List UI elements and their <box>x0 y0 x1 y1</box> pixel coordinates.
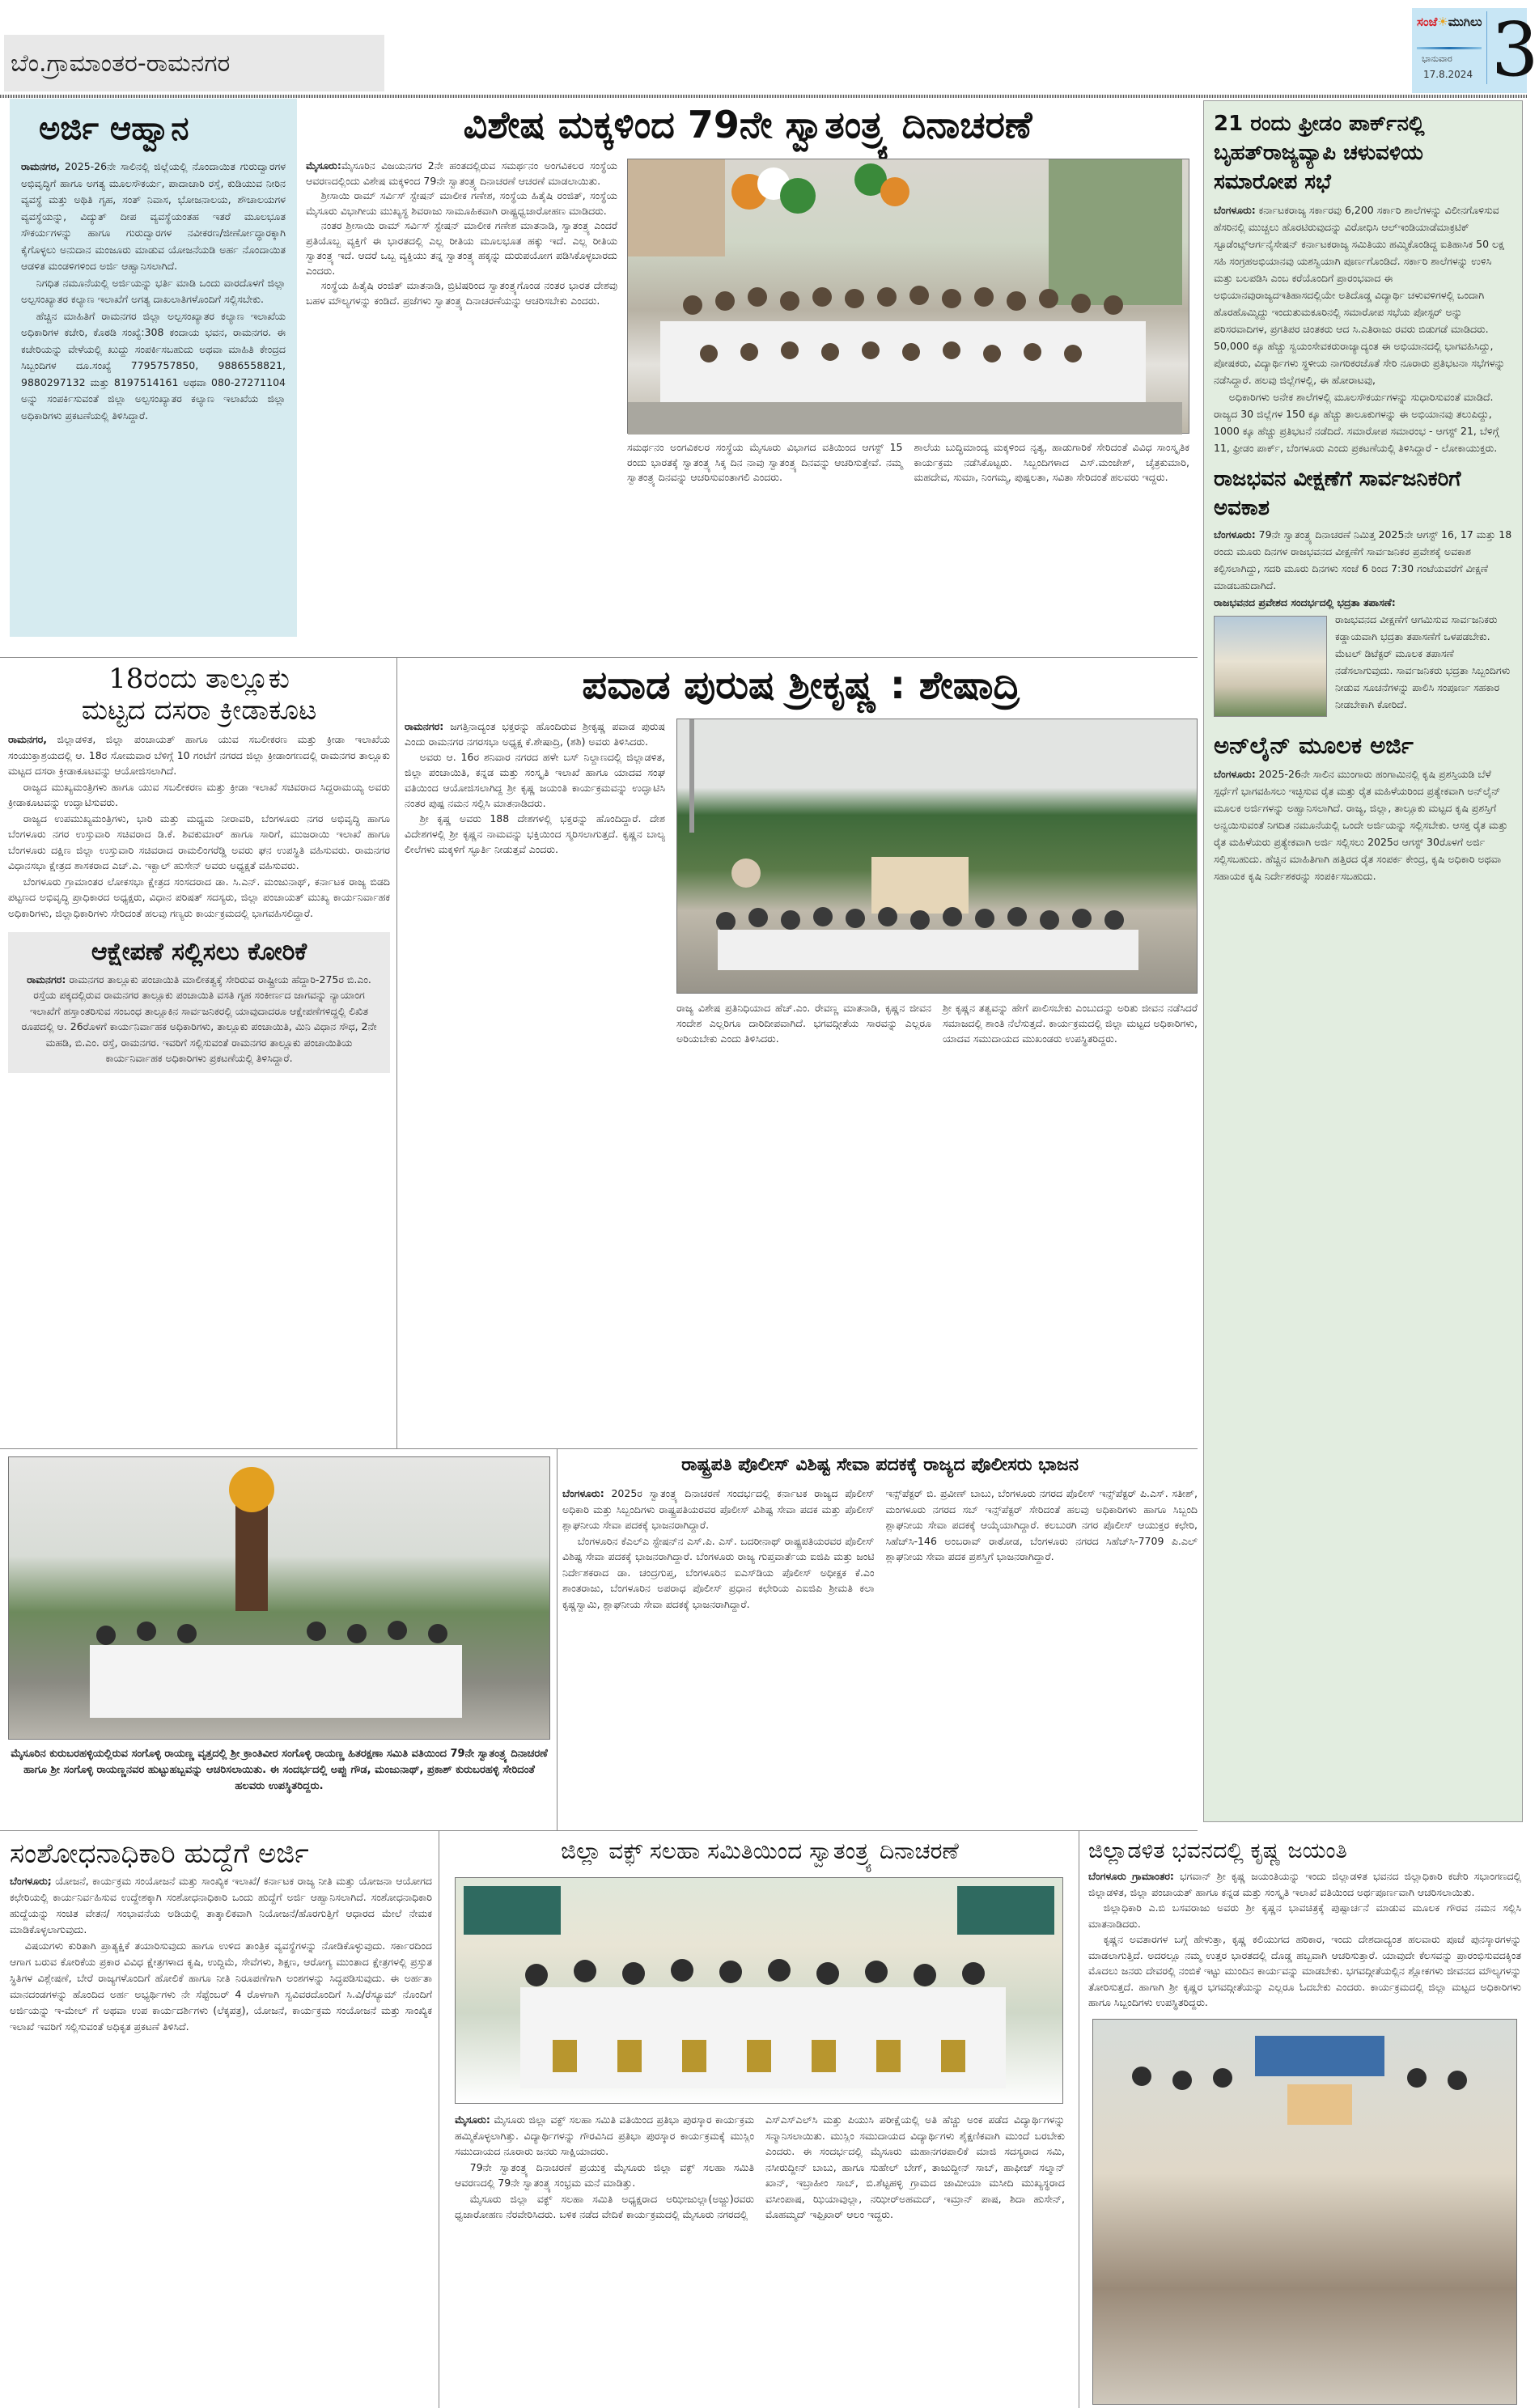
dateline: ಬೆಂಗಳೂರು: <box>562 1487 604 1499</box>
paragraph: 79ನೇ ಸ್ವಾತಂತ್ರ್ಯ ದಿನಾಚರಣೆ ಪ್ರಯುಕ್ತ ಮೈಸೂರು ಜಿಲ್ಲಾ ವಕ್ಫ್ ಸಲಹಾ ಸಮಿತಿ ಆವರಣದಲ್ಲಿ 79ನೇ ಸ್ವಾತಂತ್ರ್ಯ ಸಂಭ್ರಮ ಮನೆ ಮಾಡಿತ್ತು. <box>455 2160 754 2189</box>
headline: ರಾಷ್ಟ್ರಪತಿ ಪೊಲೀಸ್ ವಿಶಿಷ್ಟ ಸೇವಾ ಪದಕಕ್ಕೆ ರಾಜ್ಯದ ಪೊಲೀಸರು ಭಾಜನ <box>681 1455 1079 1475</box>
article-body <box>1214 201 1512 456</box>
photo-independence-day-group <box>627 159 1189 434</box>
photo-caption: ಮೈಸೂರಿನ ಕುರುಬರಹಳ್ಳಿಯಲ್ಲಿರುವ ಸಂಗೊಳ್ಳಿ ರಾಯಣ್ಣ ವೃತ್ತದಲ್ಲಿ ಶ್ರೀ ಕ್ರಾಂತಿವೀರ ಸಂಗೊಳ್ಳಿ ರಾಯಣ್ಣ ಹಿತರಕ್ಷಣಾ ಸಮಿತಿ ವತಿಯಿಂದ 79ನೇ ಸ್ವಾತಂತ್ರ್ಯ ದಿನಾಚರಣೆ ಹಾಗೂ ಶ್ರೀ ಸಂಗೊಳ್ಳಿ ರಾಯಣ್ಣನವರ ಹುಟ್ಟುಹಬ್ಬವನ್ನು ಆಚರಿಸಲಾಯಿತು. ಈ ಸಂದರ್ಭದಲ್ಲಿ ಅಪ್ಪು ಗೌಡ, ಮಂಜುನಾಥ್, ಪ್ರಕಾಶ್ ಕುರುಬರಹಳ್ಳಿ ಸೇರಿದಂತೆ ಹಲವರು ಉಪಸ್ಥಿತರಿದ್ದರು. <box>11 1748 548 1792</box>
article-body-col1 <box>562 1486 875 1612</box>
article-body <box>21 159 286 424</box>
paragraph: ಎಸ್‌ಎಸ್‌ಎಲ್‌ಸಿ ಮತ್ತು ಪಿಯುಸಿ ಪರೀಕ್ಷೆಯಲ್ಲಿ ಅತಿ ಹೆಚ್ಚು ಅಂಕ ಪಡೆದ ವಿದ್ಯಾರ್ಥಿಗಳನ್ನು ಸನ್ಮಾನಿಸಲಾಯಿತು. ಮುಸ್ಲಿಂ ಸಮುದಾಯದ ವಿದ್ಯಾರ್ಥಿಗಳು ಶೈಕ್ಷಣಿಕವಾಗಿ ಮುಂದೆ ಬರಬೇಕು ಎಂದರು. ಈ ಸಂದರ್ಭದಲ್ಲಿ ಮೈಸೂರು ಮಹಾನಗರಪಾಲಿಕೆ ಮಾಜಿ ಸದಸ್ಯರಾದ ಸಮಿ, ನಸೀರುದ್ದೀನ್ ಬಾಬು, ಹಾಗೂ ಸುಹೇಲ್ ಬೇಗ್, ತಾಜುದ್ದೀನ್ ಸಾಬ್, ಹಾಫೀಜ್ ಸಲ್ಮಾನ್ ಖಾನ್, ಇಬ್ರಾಹೀಂ ಸಾಬ್, ಬಿ.ಶೆಟ್ಟಹಳ್ಳಿ ಗ್ರಾಮದ ಜಾಮೀಯಾ ಮಸೀದಿ ಮುಖ್ಯಸ್ಥರಾದ ವಸೀಂಪಾಷ, ಝಿಯಾವುಲ್ಲಾ, ನಝೀರ್‌ಅಹಮದ್, ಇಮ್ರಾನ್ ಪಾಷ, ಶಿದಾ ಹುಸೇನ್, ಮೊಹಮ್ಮದ್ ಇಫ್ತಿಖಾರ್ ಆಲಂ ಇದ್ದರು. <box>765 2113 1065 2220</box>
photo-rayanna-circle <box>8 1456 550 1740</box>
headline: 21 ರಂದು ಫ್ರೀಡಂ ಪಾರ್ಕ್‌ನಲ್ಲಿ ಬೃಹತ್‌ರಾಜ್ಯವ್ಯಾಪಿ ಚಳುವಳಿಯ ಸಮಾರೋಪ ಸಭೆ <box>1214 112 1425 194</box>
dateline: ರಾಮನಗರ: <box>27 973 66 986</box>
photo-krishna-jayanthi-procession <box>676 719 1198 994</box>
paragraph: ನಿಗಧಿತ ನಮೂನೆಯಲ್ಲಿ ಅರ್ಜಿಯನ್ನು ಭರ್ತಿ ಮಾಡಿ ಒಂದು ವಾರದೊಳಗೆ ಜಿಲ್ಲಾ ಅಲ್ಪಸಂಖ್ಯಾತರ ಕಲ್ಯಾಣ ಇಲಾಖೆಗೆ ಅಗತ್ಯ ದಾಖಲಾತಿಗಳೊಂದಿಗೆ ಸಲ್ಲಿಸಬೇಕು. <box>21 276 286 305</box>
article-body-col2 <box>765 2112 1065 2223</box>
divider <box>0 1830 1198 1831</box>
headline: ವಿಶೇಷ ಮಕ್ಕಳಿಂದ 79ನೇ ಸ್ವಾತಂತ್ರ್ಯ ದಿನಾಚರಣೆ <box>463 103 1032 146</box>
dateline: ರಾಮನಗರ, <box>21 160 60 172</box>
paragraph: 2025-26ನೇ ಸಾಲಿನಲ್ಲಿ ಜಿಲ್ಲೆಯಲ್ಲಿ ನೊಂದಾಯಿತ ಗುರುದ್ವಾರಗಳ ಅಭಿವೃದ್ಧಿಗೆ ಹಾಗೂ ಅಗತ್ಯ ಮೂಲಸೌಕರ್ಯ, ಪಾದಾಚಾರಿ ರಸ್ತೆ, ಕುಡಿಯುವ ನೀರಿನ ವ್ಯವಸ್ಥೆ ಮತ್ತು ಅಥಿತಿ ಗೃಹ, ಸಂತ್ ನಿವಾಸ, ಭೋಜನಾಲಯ, ಶೌಚಾಲಯಗಳ ವ್ಯವಸ್ಥೆಯನ್ನು, ವಿದ್ಯುತ್ ದೀಪ ವ್ಯವಸ್ಥೆಯಂತಹ ಇತರೆ ಮೂಲಭೂತ ಸೌಕರ್ಯಗಳನ್ನು ಹಾಗೂ ಗುರುದ್ವಾರಗಳ ನವೀಕರಣ/ಜೀರ್ಣೋದ್ಧಾರಕ್ಕಾಗಿ ಕೈಗೊಳ್ಳಲು ಅನುದಾನ ಮಂಜೂರು ಮಾಡುವ ಯೋಜನೆಯಡಿ ಅರ್ಹ ನೊಂದಾಯಿತ ಆಡಳಿತ ಮಂಡಳಿಗಳಿಂದ ಅರ್ಜಿ ಆಹ್ವಾನಿಸಲಾಗಿದೆ. <box>21 160 286 272</box>
photo-krishna-hall <box>1092 2019 1517 2405</box>
paragraph: ನಂತರ ಶ್ರೀಸಾಯಿ ರಾಮ್ ಸರ್ವಿಸ್ ಸ್ಟೇಷನ್ ಮಾಲೀಕ ಗಣೇಶ ಮಾತನಾಡಿ, ಸ್ವಾತಂತ್ರ್ಯ ಎಂದರೆ ಪ್ರತಿಯೊಬ್ಬ ವ್ಯಕ್ತಿಗೆ ಈ ಭಾರತದಲ್ಲಿ ಎಲ್ಲ ರೀತಿಯ ಮೂಲಭೂತ ಹಕ್ಕು ಇದೆ. ಎಲ್ಲ ರೀತಿಯ ಸ್ವಾತಂತ್ರ್ಯ ಇದೆ. ಆದರೆ ಒಬ್ಬ ವ್ಯಕ್ತಿಯು ತನ್ನ ಸ್ವಾತಂತ್ರ್ಯ ಹಕ್ಕನ್ನು ದುರುಪಯೋಗ ಪಡಿಸಿಕೊಳ್ಳಬಾರದು ಎಂದರು. <box>306 219 617 277</box>
paragraph: ಇನ್ಸ್‌ಪೆಕ್ಟರ್ ಬಿ. ಪ್ರವೀಣ್ ಬಾಬು, ಬೆಂಗಳೂರು ನಗರದ ಪೊಲೀಸ್ ಇನ್ಸ್‌ಪೆಕ್ಟರ್ ಪಿ.ಎಸ್. ಸತೀಶ್, ಮಂಗಳೂರು ನಗರದ ಸಬ್ ಇನ್ಸ್‌ಪೆಕ್ಟರ್ ಸೇರಿದಂತೆ ಹಲವು ಅಧಿಕಾರಿಗಳು ಹಾಗೂ ಸಿಬ್ಬಂದಿ ಶ್ಲಾಘನೀಯ ಸೇವಾ ಪದಕಕ್ಕೆ ಆಯ್ಕೆಯಾಗಿದ್ದಾರೆ. ಕಲಬುರಗಿ ನಗರ ಪೊಲೀಸ್ ಆಯುಕ್ತರ ಕಛೇರಿ, ಸಿಹೆಚ್‌ಸಿ-146 ಅಂಬರಾವ್ ರಾಠೋಡ, ಬೆಂಗಳೂರು ನಗರದ ಸಿಹೆಚ್‌ಸಿ-7709 ಪಿ.ಎಲ್ ಶ್ಲಾಘನೀಯ ಸೇವಾ ಪದಕ ಪ್ರಶಸ್ತಿಗೆ ಭಾಜನರಾಗಿದ್ದಾರೆ. <box>885 1487 1198 1562</box>
paragraph: ಶ್ರೀ ಕೃಷ್ಣನ ತತ್ವವನ್ನು ಹೇಗೆ ಪಾಲಿಸಬೇಕು ಎಂಬುದನ್ನು ಅರಿತು ಜೀವನ ನಡೆಸಿದರೆ ಸಮಾಜದಲ್ಲಿ ಶಾಂತಿ ನೆಲೆಸುತ್ತದೆ. ಕಾರ್ಯಕ್ರಮದಲ್ಲಿ ಜಿಲ್ಲಾ ಮಟ್ಟದ ಅಧಿಕಾರಿಗಳು, ಯಾದವ ಸಮುದಾಯದ ಮುಖಂಡರು ಉಪಸ್ಥಿತರಿದ್ದರು. <box>943 1002 1198 1045</box>
dateline: ಬೆಂಗಳೂರು: <box>1214 204 1256 216</box>
brand-name-part2: ಮುಗಿಲು <box>1448 15 1482 29</box>
headline-line1: 18ರಂದು ತಾಲ್ಲೂಕು <box>108 663 290 695</box>
photo-illustration <box>1093 2020 1518 2141</box>
left-column-stack <box>8 663 390 1444</box>
page-number: 3 <box>1491 6 1539 93</box>
paragraph: ಶ್ರೀಸಾಯಿ ರಾಮ್ ಸರ್ವಿಸ್ ಸ್ಟೇಷನ್ ಮಾಲೀಕ ಗಣೇಶ, ಸಂಸ್ಥೆಯ ಹಿತೈಷಿ ರಂಜಿತ್, ಸಂಸ್ಥೆಯ ಮೈಸೂರು ವಿಭಾಗೀಯ ಮುಖ್ಯಸ್ಥ ಶಿವರಾಜು ಸಾಮೂಹಿಕವಾಗಿ ರಾಷ್ಟ್ರಧ್ವಜಾರೋಹಣ ಮಾಡಿದರು. <box>306 189 617 217</box>
paragraph: ಕೃಷ್ಣನ ಅವತಾರಗಳ ಬಗ್ಗೆ ಹೇಳುತ್ತಾ, ಕೃಷ್ಣ ಕಲಿಯುಗದ ಹರಿಕಾರ, ಇಂದು ದೇಶದಾದ್ಯಂತ ಹಲವಾರು ಪೂಜೆ ಪುನಸ್ಕಾರಗಳನ್ನು ಮಾಡಲಾಗುತ್ತಿದೆ. ಅದರಲ್ಲೂ ನಮ್ಮ ಉತ್ತರ ಭಾರತದಲ್ಲಿ ದೊಡ್ಡ ಹಬ್ಬವಾಗಿ ಆಚರಿಸುತ್ತಾರೆ. ಯಾವುದೇ ಕೆಲಸವನ್ನು ಪ್ರಾರಂಭಿಸುವದಕ್ಕಿಂತ ಮೊದಲು ಜನರು ದೇವರಲ್ಲಿ ನಂಬಿಕೆ ಇಟ್ಟು ಮುಂದಿನ ಕಾರ್ಯವನ್ನು ಮಾಡಬೇಕು. ಭಗವದ್ಗೀತೆಯಲ್ಲಿನ ಶ್ಲೋಕಗಳು ಜೀವನದ ಮೌಲ್ಯಗಳನ್ನು ತೋರಿಸುತ್ತದೆ. ಹಾಗಾಗಿ ಶ್ರೀ ಕೃಷ್ಣರ ಭಗವದ್ಗೀತೆಯನ್ನು ಎಲ್ಲರೂ ಓದಬೇಕು ಎಂದರು. ಕಾರ್ಯಕ್ರಮದಲ್ಲಿ ಜಿಲ್ಲಾ ಮಟ್ಟದ ಅಧಿಕಾರಿಗಳು ಹಾಗೂ ಸಿಬ್ಬಂದಿಗಳು ಉಪಸ್ಥಿತರಿದ್ದರು. <box>1088 1933 1521 2009</box>
article-krishna-jayanthi <box>1088 1838 1521 2405</box>
divider <box>0 1448 1198 1449</box>
headline-online-arji: ಅನ್‌ಲೈನ್ ಮೂಲಕ ಅರ್ಜಿ <box>1214 731 1414 759</box>
headline: ಪವಾಡ ಪುರುಷ ಶ್ರೀಕೃಷ್ಣ : ಶೇಷಾದ್ರಿ <box>582 663 1020 708</box>
paragraph: ಜಿಲ್ಲಾಡಳಿತ, ಜಿಲ್ಲಾ ಪಂಚಾಯತ್ ಹಾಗೂ ಯುವ ಸಬಲೀಕರಣ ಮತ್ತು ಕ್ರೀಡಾ ಇಲಾಖೆಯ ಸಂಯುಕ್ತಾಶ್ರಯದಲ್ಲಿ ಆ. 18ರ ಸೋಮವಾರ ಬೆಳಿಗ್ಗೆ 10 ಗಂಟೆಗೆ ನಗರದ ಜಿಲ್ಲಾ ಕ್ರೀಡಾಂಗಣದಲ್ಲಿ ರಾಮನಗರ ತಾಲ್ಲೂಕು ಮಟ್ಟದ ದಸರಾ ಕ್ರೀಡಾಕೂಟವನ್ನು ಆಯೋಜಿಸಲಾಗಿದೆ. <box>8 733 390 778</box>
headline: ಜಿಲ್ಲಾ ವಕ್ಫ್ ಸಲಹಾ ಸಮಿತಿಯಿಂದ ಸ್ವಾತಂತ್ರ್ಯ ದಿನಾಚರಣೆ <box>561 1838 959 1864</box>
article-body-col2 <box>676 1000 931 1046</box>
paragraph: ಮೈಸೂರು ಜಿಲ್ಲಾ ವಕ್ಫ್ ಸಲಹಾ ಸಮಿತಿ ವತಿಯಿಂದ ಪ್ರತಿಭಾ ಪುರಸ್ಕಾರ ಕಾರ್ಯಕ್ರಮ ಹಮ್ಮಿಕೊಳ್ಳಲಾಗಿತ್ತು. ವಿದ್ಯಾರ್ಥಿಗಳನ್ನು ಗೌರವಿಸಿದ ಪ್ರತಿಭಾ ಪುರಸ್ಕಾರ ಕಾರ್ಯಕ್ರಮಕ್ಕೆ ಮುಸ್ಲಿಂ ಸಮುದಾಯದ ನೂರಾರು ಜನರು ಸಾಕ್ಷಿಯಾದರು. <box>455 2113 754 2157</box>
paragraph: ಸಂಸ್ಥೆಯ ಹಿತೈಷಿ ರಂಜಿತ್ ಮಾತನಾಡಿ, ಬ್ರಿಟಿಷರಿಂದ ಸ್ವಾತಂತ್ರ್ಯಗೊಂಡ ನಂತರ ಭಾರತ ದೇಶವು ಬಹಳ ಮೌಲ್ಯಗಳನ್ನು ಕಂಡಿದೆ. ಪ್ರಜೆಗಳು ಸ್ವಾತಂತ್ರ್ಯ ದಿನಾಚರಣೆಯನ್ನು ಆಚರಿಸಬೇಕು ಎಂದರು. <box>306 279 617 307</box>
issue-date: 17.8.2024 <box>1423 69 1473 80</box>
paragraph: ರಾಮನಗರ ತಾಲ್ಲೂಕು ಪಂಚಾಯಿತಿ ಮಾಲೀಕತ್ವಕ್ಕೆ ಸೇರಿರುವ ರಾಷ್ಟ್ರೀಯ ಹೆದ್ದಾರಿ-275ರ ಬಿ.ಎಂ. ರಸ್ತೆಯ ಪಕ್ಕದಲ್ಲಿರುವ ರಾಮನಗರ ತಾಲ್ಲೂಕು ಪಂಚಾಯಿತಿ ವಸತಿ ಗೃಹ ಸಂಕೀರ್ಣದ ಜಾಗವನ್ನು ನ್ಯಾಯಾಂಗ ಇಲಾಖೆಗೆ ಹಸ್ತಾಂತರಿಸುವ ಸಂಬಂಧ ತಾಲ್ಲೂಕಿನ ಸಾರ್ವಜನಿಕರಲ್ಲಿ ಯಾವುದಾದರೂ ಆಕ್ಷೇಪಣೆಗಳಿದ್ದಲ್ಲಿ ಲಿಖಿತ ರೂಪದಲ್ಲಿ ಆ. 26ರೊಳಗೆ ಕಾರ್ಯನಿರ್ವಾಹಕ ಅಧಿಕಾರಿಗಳು, ತಾಲ್ಲೂಕು ಪಂಚಾಯಿತಿ, ಮಿನಿ ವಿಧಾನ ಸೌಧ, 2ನೇ ಮಹಡಿ, ಬಿ.ಎಂ. ರಸ್ತೆ, ರಾಮನಗರ. ಇವರಿಗೆ ಸಲ್ಲಿಸುವಂತೆ ರಾಮನಗರ ತಾಲ್ಲೂಕು ಪಂಚಾಯಿತಿಯ ಕಾರ್ಯನಿರ್ವಾಹಕ ಅಧಿಕಾರಿಗಳು ಪ್ರಕಟಣೆಯಲ್ಲಿ ತಿಳಿಸಿದ್ದಾರೆ. <box>21 973 377 1065</box>
paragraph: 2025ರ ಸ್ವಾತಂತ್ರ್ಯ ದಿನಾಚರಣೆ ಸಂದರ್ಭದಲ್ಲಿ ಕರ್ನಾಟಕ ರಾಜ್ಯದ ಪೊಲೀಸ್ ಅಧಿಕಾರಿ ಮತ್ತು ಸಿಬ್ಬಂದಿಗಳು ರಾಷ್ಟ್ರಪತಿಯರವರ ಪೊಲೀಸ್ ವಿಶಿಷ್ಟ ಸೇವಾ ಪದಕ ಮತ್ತು ಪೊಲೀಸ್ ಶ್ಲಾಘನೀಯ ಸೇವಾ ಪದಕಕ್ಕೆ ಭಾಜನರಾಗಿದ್ದಾರೆ. <box>562 1487 875 1531</box>
sun-icon: ☀ <box>1437 15 1448 29</box>
article-body-col3 <box>914 440 1190 485</box>
paragraph: ಜಗತ್ತಿನಾದ್ಯಂತ ಭಕ್ತರನ್ನು ಹೊಂದಿರುವ ಶ್ರೀಕೃಷ್ಣ ಪವಾಡ ಪುರುಷ ಎಂದು ರಾಮನಗರ ನಗರಸಭಾ ಅಧ್ಯಕ್ಷ ಕೆ.ಶೇಷಾದ್ರಿ, (ಶಶಿ) ಅವರು ತಿಳಿಸಿದರು. <box>405 720 665 748</box>
brand-divider <box>1486 11 1487 84</box>
headline-rajabhavana: ರಾಜಭವನ ವೀಕ್ಷಣೆಗೆ ಸಾರ್ವಜನಿಕರಿಗೆ ಅವಕಾಶ <box>1214 467 1461 520</box>
article-body-col2 <box>886 1486 1198 1565</box>
photo-illustration <box>456 1878 1064 2105</box>
headline: ಆಕ್ಷೇಪಣೆ ಸಲ್ಲಿಸಲು ಕೋರಿಕೆ <box>91 938 307 967</box>
divider <box>557 1448 558 1830</box>
photo-rajabhavana <box>1214 616 1327 717</box>
dateline: ಬೆಂಗಳೂರು: <box>1214 768 1256 780</box>
paragraph: ಜಿಲ್ಲಾಧಿಕಾರಿ ಎ.ಬಿ ಬಸವರಾಜು ಅವರು ಶ್ರೀ ಕೃಷ್ಣನ ಭಾವಚಿತ್ರಕ್ಕೆ ಪುಷ್ಪಾರ್ಚನೆ ಮಾಡುವ ಮೂಲಕ ಗೌರವ ನಮನ ಸಲ್ಲಿಸಿ ಮಾತನಾಡಿದರು. <box>1088 1901 1521 1930</box>
subheading: ರಾಜಭವನದ ಪ್ರವೇಶದ ಸಂದರ್ಭದಲ್ಲಿ ಭದ್ರತಾ ತಪಾಸಣೆ: <box>1214 596 1396 608</box>
paragraph: ಮೈಸೂರು ಜಿಲ್ಲಾ ವಕ್ಫ್ ಸಲಹಾ ಸಮಿತಿ ಅಧ್ಯಕ್ಷರಾದ ಅಝೀಜುಲ್ಲಾ(ಅಜ್ಜು)ರವರು ಧ್ವಜಾರೋಹಣ ನೆರವೇರಿಸಿದರು. ಬಳಿಕ ನಡೆದ ವೇದಿಕೆ ಕಾರ್ಯಕ್ರಮದಲ್ಲಿ ಮೈಸೂರು ನಗರದಲ್ಲಿ <box>455 2192 754 2220</box>
article-body-col2 <box>627 440 903 485</box>
paragraph: ರಾಜಭವನದ ವೀಕ್ಷಣೆಗೆ ಆಗಮಿಸುವ ಸಾರ್ವಜನಿಕರು ಕಡ್ಡಾಯವಾಗಿ ಭದ್ರತಾ ತಪಾಸಣೆಗೆ ಒಳಪಡಬೇಕು. ಮೆಟಲ್ ಡಿಟೆಕ್ಟರ್ ಮೂಲಕ ತಪಾಸಣೆ ನಡೆಸಲಾಗುವುದು. ಸಾರ್ವಜನಿಕರು ಭದ್ರತಾ ಸಿಬ್ಬಂದಿಗಳು ನೀಡುವ ಸೂಚನೆಗಳನ್ನು ಪಾಲಿಸಿ ಸಂಪೂರ್ಣ ಸಹಕಾರ ನೀಡಬೇಕಾಗಿ ಕೋರಿದೆ. <box>1335 613 1511 710</box>
paragraph: ರಾಜ್ಯದ ಉಪಮುಖ್ಯಮಂತ್ರಿಗಳು, ಭಾರಿ ಮತ್ತು ಮಧ್ಯಮ ನೀರಾವರಿ, ಬೆಂಗಳೂರು ನಗರ ಅಭಿವೃದ್ಧಿ ಹಾಗೂ ಬೆಂಗಳೂರು ನಗರ ಉಸ್ತುವಾರಿ ಸಚಿವರಾದ ಡಿ.ಕೆ. ಶಿವಕುಮಾರ್ ಹಾಗೂ ಸಾರಿಗೆ, ಮುಜರಾಯಿ ಇಲಾಖೆ ಹಾಗೂ ಬೆಂಗಳೂರು ದಕ್ಷಿಣ ಜಿಲ್ಲಾ ಉಸ್ತುವಾರಿ ಸಚಿವರಾದ ರಾಮಲಿಂಗರೆಡ್ಡಿ ಅವರು ಘನ ಉಪಸ್ಥಿತಿ ವಹಿಸುವರು. ರಾಮನಗರ ವಿಧಾನಸಭಾ ಕ್ಷೇತ್ರದ ಶಾಸಕರಾದ ಎಚ್.ಎ. ಇಕ್ಬಾಲ್ ಹುಸೇನ್ ಅವರು ಅಧ್ಯಕ್ಷತೆ ವಹಿಸುವರು. <box>8 812 390 872</box>
headline-line2: ಮಟ್ಟದ ದಸರಾ ಕ್ರೀಡಾಕೂಟ <box>81 694 317 727</box>
photo-illustration <box>677 719 1183 994</box>
article-body-col1 <box>405 719 665 857</box>
paragraph: ಸಮರ್ಥನಂ ಅಂಗವಿಕಲರ ಸಂಸ್ಥೆಯ ಮೈಸೂರು ವಿಭಾಗದ ವತಿಯಿಂದ ಆಗಸ್ಟ್ 15 ರಂದು ಭಾರತಕ್ಕೆ ಸ್ವಾತಂತ್ರ್ಯ ಸಿಕ್ಕ ದಿನ ನಾವು ಸ್ವಾತಂತ್ರ್ಯ ದಿನವನ್ನು ಆಚರಿಸುತ್ತೇವೆ. ನಮ್ಮ ಸ್ವಾತಂತ್ರ್ಯ ದಿನವನ್ನು ಆಚರಿಸುವಂತಾಗಲಿ ಎಂದರು. <box>627 441 903 483</box>
paragraph: ಭಗವಾನ್ ಶ್ರೀ ಕೃಷ್ಣ ಜಯಂತಿಯನ್ನು ಇಂದು ಜಿಲ್ಲಾಡಳಿತ ಭವನದ ಜಿಲ್ಲಾಧಿಕಾರಿ ಕಚೇರಿ ಸಭಾಂಗಣದಲ್ಲಿ ಜಿಲ್ಲಾಡಳಿತ, ಜಿಲ್ಲಾ ಪಂಚಾಯತ್ ಹಾಗೂ ಕನ್ನಡ ಮತ್ತು ಸಂಸ್ಕೃತಿ ಇಲಾಖೆ ವತಿಯಿಂದ ಅರ್ಥಪೂರ್ಣವಾಗಿ ಆಚರಿಸಲಾಯಿತು. <box>1088 1870 1521 1898</box>
article-vishesha-makkalinda <box>306 104 1189 654</box>
paragraph: ಅಧಿಕಾರಿಗಳು ಅನೇಕ ಶಾಲೆಗಳಲ್ಲಿ ಮೂಲಸೌಕರ್ಯಗಳನ್ನು ಸುಧಾರಿಸುವಂತೆ ಮಾಡಿದೆ. ರಾಜ್ಯದ 30 ಜಿಲ್ಲೆಗಳ 150 ಕ್ಕೂ ಹೆಚ್ಚು ತಾಲೂಕುಗಳನ್ನು ಈ ಅಭಿಯಾನವು ತಲುಪಿದ್ದು, 1000 ಕ್ಕೂ ಹೆಚ್ಚು ಪ್ರತಿಭಟನೆ ನಡೆದಿದೆ. ಸಮಾರೋಪ ಸಮಾರಂಭ - ಆಗಸ್ಟ್ 21, ಬೆಳಿಗ್ಗೆ 11, ಫ್ರೀಡಂ ಪಾರ್ಕ್, ಬೆಂಗಳೂರು ಎಂದು ಪ್ರಕಟಣೆಯಲ್ಲಿ ತಿಳಿಸಿದ್ದಾರೆ - ಲೋಕಾಯುಕ್ತರು. <box>1214 391 1499 454</box>
article-body-col3 <box>943 1000 1198 1046</box>
headline: ಜಿಲ್ಲಾಡಳಿತ ಭವನದಲ್ಲಿ ಕೃಷ್ಣ ಜಯಂತಿ <box>1088 1838 1347 1863</box>
photo-waqf-students <box>455 1877 1063 2104</box>
dateline: ಮೈಸೂರು: <box>306 159 341 172</box>
headline: ಸಂಶೋಧನಾಧಿಕಾರಿ ಹುದ್ದೆಗೆ ಅರ್ಜಿ <box>10 1838 309 1870</box>
paragraph: ಶ್ರೀ ಕೃಷ್ಣ ಅವರು 188 ದೇಶಗಳಲ್ಲಿ ಭಕ್ತರನ್ನು ಹೊಂದಿದ್ದಾರೆ. ದೇಶ ವಿದೇಶಗಳಲ್ಲಿ ಶ್ರೀ ಕೃಷ್ಣನ ನಾಮವನ್ನು ಭಕ್ತಿಯಿಂದ ಸ್ಮರಿಸಲಾಗುತ್ತದೆ. ಕೃಷ್ಣನ ಬಾಲ್ಯ ಲೀಲೆಗಳು ಮಕ್ಕಳಿಗೆ ಸ್ಫೂರ್ತಿ ನೀಡುತ್ತವೆ ಎಂದರು. <box>405 812 665 855</box>
dateline: ಬೆಂಗಳೂರು: <box>1214 528 1256 541</box>
divider <box>396 657 397 1448</box>
article-body <box>10 1873 432 2035</box>
article-photo-rayanna <box>8 1456 550 1825</box>
article-samshodhanadhikari <box>10 1838 432 2405</box>
paragraph: ಹೆಚ್ಚಿನ ಮಾಹಿತಿಗೆ ರಾಮನಗರ ಜಿಲ್ಲಾ ಅಲ್ಪಸಂಖ್ಯಾತರ ಕಲ್ಯಾಣ ಇಲಾಖೆಯ ಅಧಿಕಾರಿಗಳ ಕಚೇರಿ, ಕೊಠಡಿ ಸಂಖ್ಯೆ:308 ಕಂದಾಯ ಭವನ, ರಾಮನಗರ. ಈ ಕಚೇರಿಯನ್ನು ವೇಳೆಯಲ್ಲಿ ಖುದ್ದು ಸಂಪರ್ಕಿಸಬಹುದು ಅಥವಾ ಮಾಹಿತಿ ಕೇಂದ್ರದ ಸಿಬ್ಬಂದಿಗಳ ದೂ.ಸಂಖ್ಯೆ 7795757850, 9886558821, 9880297132 ಮತ್ತು 8197514161 ಅಥವಾ 080-27271104 ಅನ್ನು ಸಂಪರ್ಕಿಸುವಂತೆ ಜಿಲ್ಲಾ ಅಲ್ಪಸಂಖ್ಯಾತರ ಕಲ್ಯಾಣ ಇಲಾಖೆಯ ಜಿಲ್ಲಾ ಅಧಿಕಾರಿಗಳು ಪ್ರಕಟಣೆಯಲ್ಲಿ ತಿಳಿಸಿದ್ದಾರೆ. <box>21 309 286 422</box>
paragraph: ವಿಷಯಗಳು ಕುರಿತಾಗಿ ಪ್ರಾತ್ಯಕ್ಷಿಕೆ ತಯಾರಿಸುವುದು ಹಾಗೂ ಉಳಿದ ತಾಂತ್ರಿಕ ವ್ಯವಸ್ಥೆಗಳನ್ನು ನೋಡಿಕೊಳ್ಳುವುದು. ಸರ್ಕಾರದಿಂದ ಆಗಾಗ ಬರುವ ಕೋರಿಕೆಯ ಪ್ರಕಾರ ವಿವಿಧ ಕ್ಷೇತ್ರಗಳಾದ ಕೃಷಿ, ಉದ್ದಿಮೆ, ಸೇವೆಗಳು, ಶಿಕ್ಷಣ, ಆರೋಗ್ಯ ಮುಂತಾದ ಕ್ಷೇತ್ರಗಳಲ್ಲಿ ಪ್ರಸ್ತುತ ಸ್ಥಿತಿಗಳ ವಿಶ್ಲೇಷಣೆ, ಬೇರೆ ರಾಜ್ಯಗಳೊಂದಿಗೆ ಹೋಲಿಕೆ ಹಾಗೂ ನೀತಿ ನಿರೂಪಣೆಗಾಗಿ ಅಂಶಗಳನ್ನು ಸಿದ್ಧಪಡಿಸುವುದು. ಈ ಅರ್ಹತಾ ಮಾನದಂಡಗಳನ್ನು ಹೊಂದಿದ ಅರ್ಹ ಅಭ್ಯರ್ಥಿಗಳು ನೇ ಸೆಪ್ಟೆಂಬರ್ 4 ರೊಳಗಾಗಿ ಸ್ವವಿವರದೊಂದಿಗೆ ಸಿ.ವಿ/ರೆಸ್ಯೂಮ್ ನೊಂದಿಗೆ ಅರ್ಜಿಯನ್ನು ಇ-ಮೇಲ್ ಗೆ ಅಥವಾ ಉಪ ಕಾರ್ಯದರ್ಶಿಗಳು (ಲೆಕ್ಕಪತ್ರ), ಯೋಜನೆ, ಕಾರ್ಯಕ್ರಮ ಸಂಯೋಜನೆ ಮತ್ತು ಸಾಂಖ್ಯಿಕ ಇಲಾಖೆ ಇವರಿಗೆ ಸಲ್ಲಿಸುವಂತೆ ಅಧಿಕೃತ ಪ್ರಕಟಣೆ ತಿಳಿಸಿದೆ. <box>10 1940 432 2033</box>
issue-weekday: ಭಾನುವಾರ <box>1422 53 1452 64</box>
article-waqf <box>445 1838 1075 2405</box>
dateline: ಬೆಂಗಳೂರು ಗ್ರಾಮಾಂತರ: <box>1088 1870 1174 1883</box>
article-akshepane <box>8 932 390 1073</box>
dateline: ರಾಮನಗರ: <box>405 720 444 732</box>
paragraph: ರಾಜ್ಯದ ಮುಖ್ಯಮಂತ್ರಿಗಳು ಹಾಗೂ ಯುವ ಸಬಲೀಕರಣ ಮತ್ತು ಕ್ರೀಡಾ ಇಲಾಖೆ ಸಚಿವರಾದ ಸಿದ್ದರಾಮಯ್ಯ ಅವರು ಕ್ರೀಡಾಕೂಟವನ್ನು ಉದ್ಘಾಟಿಸುವರು. <box>8 780 390 809</box>
article-freedom-park <box>1203 100 1523 1822</box>
paragraph: ಬೆಂಗಳೂರು ಗ್ರಾಮಾಂತರ ಲೋಕಸಭಾ ಕ್ಷೇತ್ರದ ಸಂಸದರಾದ ಡಾ. ಸಿ.ಎನ್. ಮಂಜುನಾಥ್, ಕರ್ನಾಟಕ ರಾಜ್ಯ ಬಿಡದಿ ಪಟ್ಟಣದ ಅಭಿವೃದ್ಧಿ ಪ್ರಾಧಿಕಾರದ ಅಧ್ಯಕ್ಷರು, ವಿಧಾನ ಪರಿಷತ್ ಸದಸ್ಯರು, ಜಿಲ್ಲಾ ಪಂಚಾಯತ್ ಮುಖ್ಯ ಕಾರ್ಯನಿರ್ವಾಹಕ ಅಧಿಕಾರಿಗಳು, ಜಿಲ್ಲಾಧಿಕಾರಿಗಳು ಸೇರಿದಂತೆ ಹಲವು ಗಣ್ಯರು ಕಾರ್ಯಕ್ರಮದಲ್ಲಿ ಭಾಗವಹಿಸಲಿದ್ದಾರೆ. <box>8 875 390 919</box>
paragraph: ಬೆಂಗಳೂರಿನ ಕೆಎಲ್‌ಎ ಸ್ಟೇಷನ್‌ನ ಎಸ್.ಪಿ. ಎಸ್. ಬದರೀನಾಥ್ ರಾಷ್ಟ್ರಪತಿಯರವರ ಪೊಲೀಸ್ ವಿಶಿಷ್ಟ ಸೇವಾ ಪದಕಕ್ಕೆ ಭಾಜನರಾಗಿದ್ದಾರೆ. ಬೆಂಗಳೂರು ರಾಜ್ಯ ಗುಪ್ತವಾರ್ತೆಯ ಐಜಿಪಿ ಮತ್ತು ಜಂಟಿ ನಿರ್ದೇಶಕರಾದ ಡಾ. ಚಂದ್ರಗುಪ್ತ, ಬೆಂಗಳೂರಿನ ಐಎಸ್‌ಡಿಯ ಪೊಲೀಸ್ ಅಧೀಕ್ಷಕ ಕೆ.ಎಂ ಶಾಂತರಾಜು, ಬೆಂಗಳೂರಿನ ಅಪರಾಧ ಪೊಲೀಸ್ ಪ್ರಧಾನ ಕಛೇರಿಯ ಎಐಜಿಪಿ ಶ್ರೀಮತಿ ಕಲಾ ಕೃಷ್ಣಸ್ವಾಮಿ, ಶ್ಲಾಘನೀಯ ಸೇವಾ ಪದಕಕ್ಕೆ ಭಾಜನರಾಗಿದ್ದಾರೆ. <box>562 1534 875 1610</box>
article-arji-ahvana <box>10 99 297 637</box>
paragraph: ರಾಜ್ಯ ವಿಶೇಷ ಪ್ರತಿನಿಧಿಯಾದ ಹೆಚ್.ಎಂ. ರೇವಣ್ಣ ಮಾತನಾಡಿ, ಕೃಷ್ಣನ ಜೀವನ ಸಂದೇಶ ಎಲ್ಲರಿಗೂ ದಾರಿದೀಪವಾಗಿದೆ. ಭಗವದ್ಗೀತೆಯ ಸಾರವನ್ನು ಎಲ್ಲರೂ ಅರಿಯಬೇಕು ಎಂದು ತಿಳಿಸಿದರು. <box>676 1002 931 1045</box>
brand-name-part1: ಸಂಜೆ <box>1417 15 1438 29</box>
article-body <box>19 972 379 1066</box>
article-police-medal <box>562 1455 1198 1827</box>
section-title-text: ಬೆಂ.ಗ್ರಾಮಾಂತರ-ರಾಮನಗರ <box>11 49 231 78</box>
article-body <box>1088 1868 1521 2011</box>
paragraph: ಕರ್ನಾಟಕರಾಜ್ಯ ಸರ್ಕಾರವು 6,200 ಸರ್ಕಾರಿ ಶಾಲೆಗಳನ್ನು ವಿಲೀನಗೊಳಿಸುವ ಹೆಸರಿನಲ್ಲಿ ಮುಚ್ಚಲು ಹೊರಟಿರುವುದನ್ನು ವಿರೋಧಿಸಿ ಆಲ್‌ಇಂಡಿಯಾಡೆಮಾಕ್ರಟಿಕ್ ಸ್ಟೂಡೆಂಟ್ಸ್‌ಆರ್ಗನೈಸೇಷನ್ ಕರ್ನಾಟಕರಾಜ್ಯ ಸಮಿತಿಯು ಹಮ್ಮಿಕೊಂಡಿದ್ದ ಐತಿಹಾಸಿಕ 50 ಲಕ್ಷ ಸಹಿ ಸಂಗ್ರಹಅಭಿಯಾನವು ಯಶಸ್ವಿಯಾಗಿ ಪೂರ್ಣಗೊಂಡಿದೆ. ಸರ್ಕಾರಿ ಶಾಲೆಗಳನ್ನು ಉಳಿಸಿ ಮತ್ತು ಬಲಪಡಿಸಿ ಎಂಬ ಕರೆಯೊಂದಿಗೆ ಪ್ರಾರಂಭವಾದ ಈ ಅಭಿಯಾನವುರಾಜ್ಯದಇತಿಹಾಸದಲ್ಲಿಯೇ ಅತಿದೊಡ್ಡ ವಿದ್ಯಾರ್ಥಿ ಚಳುವಳಿಗಳಲ್ಲಿ ಒಂದಾಗಿ ಹೊರಹೊಮ್ಮಿದ್ದು ಇಂದುತುಮಕೂರಿನಲ್ಲಿ ಸಮಾರೋಪ ಸಭೆಯ ಪೋಸ್ಟರ್ ಅನ್ನು ಪರಿಸರವಾದಿಗಳ, ಪ್ರಗತಿಪರ ಚಿಂತಕರು ಆದ ಸಿ.ಎತಿರಾಜು ರವರು ಬಿಡುಗಡೆ ಮಾಡಿದರು. 50,000 ಕ್ಕೂ ಹೆಚ್ಚು ಸ್ವಯಂಸೇವಕರುರಾಜ್ಯಾದ್ಯಂತ ಈ ಅಭಿಯಾನದಲ್ಲಿ ಭಾಗವಹಿಸಿದ್ದು, ಪೋಷಕರು, ವಿದ್ಯಾರ್ಥಿಗಳು ಸ್ಥಳೀಯ ನಾಗರಿಕರಜೊತೆ ಸೇರಿ ನೂರಾರು ಪ್ರತಿಭಟನಾ ಸಭೆಗಳನ್ನು ನಡೆಸಿದ್ದಾರೆ. ಹಲವು ಜಿಲ್ಲೆಗಳಲ್ಲಿ, ಈ ಹೋರಾಟವು, <box>1214 204 1506 386</box>
brand-underline <box>1417 47 1482 49</box>
paragraph: 2025-26ನೇ ಸಾಲಿನ ಮುಂಗಾರು ಹಂಗಾಮಿನಲ್ಲಿ ಕೃಷಿ ಪ್ರಶಸ್ತಿಯಡಿ ಬೆಳೆ ಸ್ಪರ್ಧೆಗೆ ಭಾಗವಹಿಸಲು ಇಚ್ಛಿಸುವ ರೈತ ಮತ್ತು ರೈತ ಮಹಿಳೆಯರಿಂದ ಪ್ರತ್ಯೇಕವಾಗಿ ಅನ್‌ಲೈನ್ ಮೂಲಕ ಅರ್ಜಿಗಳನ್ನು ಅಹ್ವಾನಿಸಲಾಗಿದೆ. ರಾಜ್ಯ, ಜಿಲ್ಲಾ, ತಾಲ್ಲೂಕು ಮಟ್ಟದ ಕೃಷಿ ಪ್ರಶಸ್ತಿಗೆ ಅನ್ವಯಿಸುವಂತೆ ನಿಗದಿತ ನಮೂನೆಯಲ್ಲಿ ಒಂದೇ ಅರ್ಜಿಯನ್ನು ಸಲ್ಲಿಸಬೇಕು. ಆಸಕ್ತ ರೈತ ಮತ್ತು ರೈತ ಮಹಿಳೆಯರು ಪ್ರತ್ಯೇಕವಾಗಿ ಅರ್ಜಿ ಸಲ್ಲಿಸಲು 2025ರ ಆಗಸ್ಟ್ 30ರೊಳಗೆ ಅರ್ಜಿ ಸಲ್ಲಿಸಬಹುದು. ಹೆಚ್ಚಿನ ಮಾಹಿತಿಗಾಗಿ ಹತ್ತಿರದ ರೈತ ಸಂಪರ್ಕ ಕೇಂದ್ರ, ಕೃಷಿ ಅಧಿಕಾರಿ ಅಥವಾ ಸಹಾಯಕ ಕೃಷಿ ನಿರ್ದೇಶಕರನ್ನು ಸಂಪರ್ಕಿಸಬಹುದು. <box>1214 768 1508 882</box>
article-pavada-purusha <box>405 663 1198 1444</box>
paragraph: ಯೋಜನೆ, ಕಾರ್ಯಕ್ರಮ ಸಂಯೋಜನೆ ಮತ್ತು ಸಾಂಖ್ಯಿಕ ಇಲಾಖೆ/ ಕರ್ನಾಟಕ ರಾಜ್ಯ ನೀತಿ ಮತ್ತು ಯೋಜನಾ ಆಯೋಗದ ಕಛೇರಿಯಲ್ಲಿ ಕಾರ್ಯನಿರ್ವಹಿಸುವ ಉದ್ದೇಶಕ್ಕಾಗಿ ಸಂಶೋಧನಾಧಿಕಾರಿ ಒಂದು ಹುದ್ದೆಗೆ ಅರ್ಜಿ ಆಹ್ವಾನಿಸಲಾಗಿದೆ. ಸಂಶೋಧನಾಧಿಕಾರಿ ಹುದ್ದೆಯನ್ನು ಸಂಚಿತ ವೇತನ/ ಸಂಭಾವನೆಯ ಅಡಿಯಲ್ಲಿ ತಾತ್ಕಾಲಿಕವಾಗಿ ನಿಯೋಜನೆ/ಹೊರಗುತ್ತಿಗೆ ಆಧಾರದ ಮೇಲೆ ನೇಮಕ ಮಾಡಿಕೊಳ್ಳಲಾಗುವುದು. <box>10 1875 432 1936</box>
article-body <box>8 731 390 921</box>
brand-box <box>1412 6 1539 93</box>
dateline: ರಾಮನಗರ, <box>8 733 47 746</box>
paragraph: ಮೈಸೂರಿನ ವಿಜಯನಗರ 2ನೇ ಹಂತದಲ್ಲಿರುವ ಸಮರ್ಥನಂ ಅಂಗವಿಕಲರ ಸಂಸ್ಥೆಯ ಆವರಣದಲ್ಲಿಂದು ವಿಶೇಷ ಮಕ್ಕಳಿಂದ 79ನೇ ಸ್ವಾತಂತ್ರ್ಯ ದಿನಾಚರಣೆ ಆಚರಣೆ ಮಾಡಲಾಯಿತು. <box>306 159 617 187</box>
dateline: ಮೈಸೂರು: <box>455 2113 490 2126</box>
headline: ಅರ್ಜಿ ಆಹ್ವಾನ <box>39 110 189 147</box>
brand-logo <box>1417 15 1482 29</box>
paragraph: 79ನೇ ಸ್ವಾತಂತ್ರ್ಯ ದಿನಾಚರಣೆ ನಿಮಿತ್ತ 2025ನೇ ಆಗಸ್ಟ್ 16, 17 ಮತ್ತು 18 ರಂದು ಮೂರು ದಿನಗಳ ರಾಜಭವನದ ವೀಕ್ಷಣೆಗೆ ಸಾರ್ವಜನಿಕರ ಪ್ರವೇಶಕ್ಕೆ ಅವಕಾಶ ಕಲ್ಪಿಸಲಾಗಿದ್ದು, ಸದರಿ ಮೂರು ದಿನಗಳು ಸಂಜೆ 6 ರಿಂದ 7:30 ಗಂಟೆಯವರೆಗೆ ವೀಕ್ಷಣೆ ಮಾಡಬಹುದಾಗಿದೆ. <box>1214 528 1512 591</box>
article-body-rajabhavana <box>1214 526 1512 611</box>
photo-illustration <box>628 159 1182 435</box>
section-title <box>4 35 384 91</box>
photo-illustration <box>9 1457 551 1740</box>
paragraph: ಶಾಲೆಯ ಬುದ್ಧಿಮಾಂದ್ಯ ಮಕ್ಕಳಿಂದ ನೃತ್ಯ, ಹಾಡುಗಾರಿಕೆ ಸೇರಿದಂತೆ ವಿವಿಧ ಸಾಂಸ್ಕೃತಿಕ ಕಾರ್ಯಕ್ರಮ ನಡೆಸಿಕೊಟ್ಟರು. ಸಿಬ್ಬಂದಿಗಳಾದ ಎಸ್.ಮಂಜೇಶ್, ಚೈತ್ರಕುಮಾರಿ, ಮಹದೇವ, ಸುಮಾ, ನಿಂಗಮ್ಮ, ಪುಷ್ಪಲತಾ, ಸವಿತಾ ಸೇರಿದಂತೆ ಹಲವರು ಇದ್ದರು. <box>914 441 1189 483</box>
article-body-col1 <box>306 159 617 308</box>
dateline: ಬೆಂಗಳೂರು; <box>10 1875 52 1888</box>
article-body-online-arji <box>1214 765 1512 884</box>
article-body-col1 <box>455 2112 754 2223</box>
paragraph: ಅವರು ಆ. 16ರ ಶನಿವಾರ ನಗರದ ಹಳೇ ಬಸ್ ನಿಲ್ದಾಣದಲ್ಲಿ ಜಿಲ್ಲಾಡಳಿತ, ಜಿಲ್ಲಾ ಪಂಚಾಯಿತಿ, ಕನ್ನಡ ಮತ್ತು ಸಂಸ್ಕೃತಿ ಇಲಾಖೆ ಹಾಗೂ ಯಾದವ ಸಂಘ ವತಿಯಿಂದ ಆಯೋಜಿಸಲಾಗಿದ್ದ ಶ್ರೀ ಕೃಷ್ಣ ಜಯಂತಿ ಕಾರ್ಯಕ್ರಮವನ್ನು ಉದ್ಘಾಟಿಸಿ ನಂತರ ಪುಷ್ಪ ನಮನ ಸಲ್ಲಿಸಿ ಮಾತನಾಡಿದರು. <box>405 751 665 809</box>
masthead-rule <box>0 95 1527 98</box>
article-dasara-kreedakoota <box>8 663 390 921</box>
divider <box>0 657 1198 658</box>
